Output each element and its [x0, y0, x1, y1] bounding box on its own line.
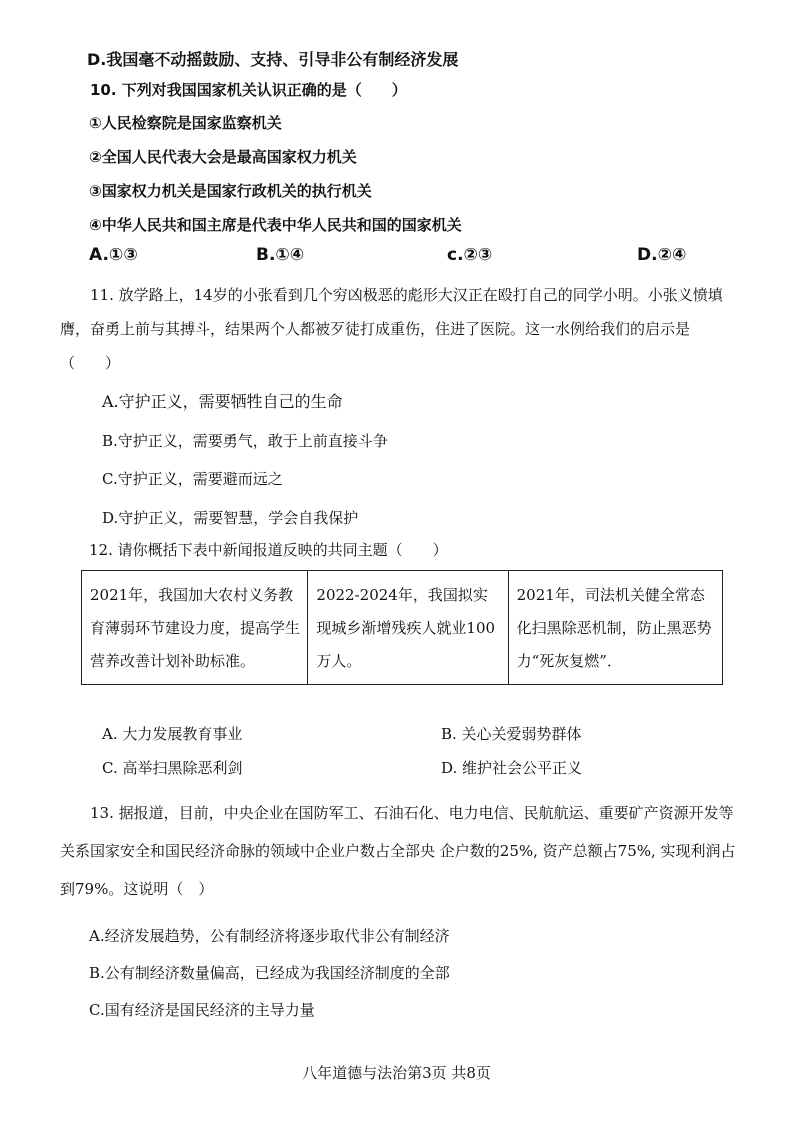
q10-statement-3: ③国家权力机关是国家行政机关的执行机关 — [89, 182, 372, 200]
q13-option-b: B.公有制经济数量偏高，已经成为我国经济制度的全部 — [89, 964, 450, 982]
q10-statement-1: ①人民检察院是国家监察机关 — [89, 114, 282, 132]
q11-option-c: C.守护正义，需要避而远之 — [102, 470, 283, 488]
q11-stem: 11. 放学路上，14岁的小张看到几个穷凶极恶的彪形大汉正在殴打自己的同学小明。小张义愤填膺，奋勇上前与其搏斗，结果两个人都被歹徒打成重伤，住进了医院。这一水例给我们的启示是（ ） — [60, 286, 723, 372]
q10-statement-2: ②全国人民代表大会是最高国家权力机关 — [89, 148, 357, 166]
news-table — [81, 570, 723, 685]
q11-option-b: B.守护正义，需要勇气，敢于上前直接斗争 — [102, 432, 388, 450]
table-cell-anti-crime: 2021年，司法机关健全常态化扫黑除恶机制，防止黑恶势力“死灰复燃”． — [508, 571, 722, 685]
q12-option-d: D. 维护社会公平正义 — [441, 759, 583, 777]
q11-option-d: D.守护正义，需要智慧，学会自我保护 — [102, 509, 359, 527]
q12-option-b: B. 关心关爱弱势群体 — [441, 725, 582, 743]
q10-option-c: c.②③ — [447, 245, 493, 265]
q11-option-a: A.守护正义，需要牺牲自己的生命 — [102, 392, 343, 411]
q13-option-a: A.经济发展趋势，公有制经济将逐步取代非公有制经济 — [89, 927, 450, 945]
q13-stem: 13. 据报道，目前，中央企业在国防军工、石油石化、电力电信、民航航运、重要矿产资源开发等关系国家安全和国民经济命脉的领域中企业户数占全部央 企户数的25%, 资产总额占75%, 实现利润占到79%。这说明（ ） — [60, 804, 736, 898]
q10-option-d: D.②④ — [637, 245, 687, 265]
q10-stem: 10. 下列对我国国家机关认识正确的是（ ） — [90, 81, 407, 99]
q13-option-c: C.国有经济是国民经济的主导力量 — [89, 1001, 315, 1019]
table-row — [82, 571, 723, 685]
q12-stem: 12. 请你概括下表中新闻报道反映的共同主题（ ） — [89, 541, 448, 559]
q10-option-b: B.①④ — [256, 245, 305, 265]
q10-option-a: A.①③ — [89, 245, 138, 265]
page-footer: 八年道德与法治第3页 共8页 — [302, 1064, 491, 1082]
q10-statement-4: ④中华人民共和国主席是代表中华人民共和国的国家机关 — [89, 216, 462, 234]
table-cell-education: 2021年，我国加大农村义务教育薄弱环节建设力度，提高学生营养改善计划补助标准。 — [82, 571, 308, 685]
q12-option-c: C. 高举扫黑除恶利剑 — [102, 759, 243, 777]
q12-option-a: A. 大力发展教育事业 — [102, 725, 243, 743]
table-cell-employment: 2022-2024年，我国拟实现城乡渐增残疾人就业100万人。 — [308, 571, 508, 685]
q9-option-d: D.我国毫不动摇鼓励、支持、引导非公有制经济发展 — [87, 50, 459, 69]
